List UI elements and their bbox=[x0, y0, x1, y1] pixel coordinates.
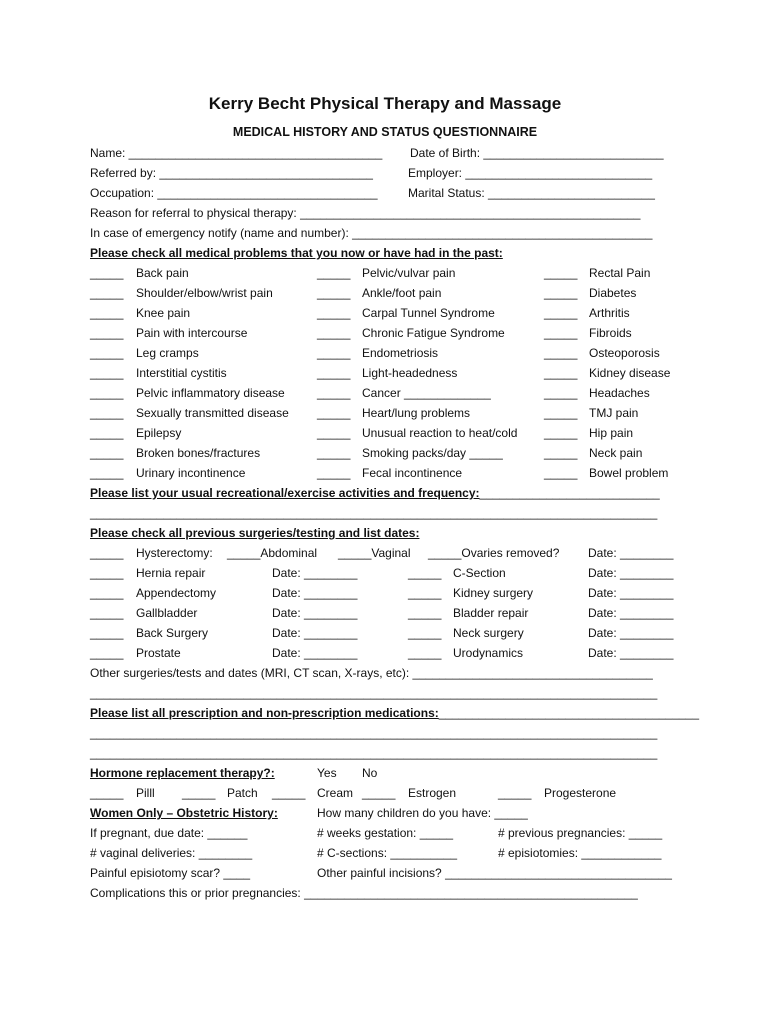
weeks-gestation-field[interactable]: # weeks gestation: _____ bbox=[317, 826, 454, 840]
problem-check[interactable]: _____ bbox=[90, 286, 124, 300]
problem-label: Fecal incontinence bbox=[362, 466, 463, 480]
problem-check[interactable]: _____ bbox=[544, 386, 578, 400]
problem-label: Epilepsy bbox=[136, 426, 182, 440]
referred-by-field[interactable]: Referred by: ________________________________ bbox=[90, 166, 373, 180]
surgery-check[interactable]: _____ bbox=[408, 586, 442, 600]
problem-label: Hip pain bbox=[589, 426, 634, 440]
hysterectomy-vaginal[interactable]: _____Vaginal bbox=[338, 546, 411, 560]
problem-label: Kidney disease bbox=[589, 366, 671, 380]
surgery-date[interactable]: Date: ________ bbox=[588, 626, 674, 640]
surgery-date[interactable]: Date: ________ bbox=[588, 566, 674, 580]
problem-label: Interstitial cystitis bbox=[136, 366, 227, 380]
surgery-label: Prostate bbox=[136, 646, 181, 660]
surgery-date[interactable]: Date: ________ bbox=[272, 586, 358, 600]
progesterone-check[interactable]: _____ bbox=[498, 786, 532, 800]
problem-check[interactable]: _____ bbox=[90, 446, 124, 460]
form-title: Kerry Becht Physical Therapy and Massage bbox=[208, 94, 562, 113]
hormone-yes[interactable]: Yes bbox=[317, 766, 337, 780]
problem-label: Leg cramps bbox=[136, 346, 199, 360]
problem-label: Bowel problem bbox=[589, 466, 669, 480]
activities-line-2[interactable]: _____________________________________________________________________________________ bbox=[90, 506, 658, 520]
problem-check[interactable]: _____ bbox=[317, 446, 351, 460]
problem-label: Endometriosis bbox=[362, 346, 439, 360]
surgery-check[interactable]: _____ bbox=[408, 646, 442, 660]
problem-label: Fibroids bbox=[589, 326, 632, 340]
problem-check[interactable]: _____ bbox=[90, 366, 124, 380]
problem-check[interactable]: _____ bbox=[317, 406, 351, 420]
surgery-date[interactable]: Date: ________ bbox=[272, 606, 358, 620]
surgery-label: Gallbladder bbox=[136, 606, 198, 620]
problem-label: Rectal Pain bbox=[589, 266, 651, 280]
hysterectomy-check[interactable]: _____ bbox=[90, 546, 124, 560]
problem-check[interactable]: _____ bbox=[317, 346, 351, 360]
problem-label: Ankle/foot pain bbox=[362, 286, 442, 300]
activities-row bbox=[90, 485, 660, 501]
problem-label: Osteoporosis bbox=[589, 346, 660, 360]
problem-label: Diabetes bbox=[589, 286, 637, 300]
surgery-check[interactable]: _____ bbox=[408, 626, 442, 640]
problem-label: Sexually transmitted disease bbox=[136, 406, 289, 420]
cream-check[interactable]: _____ bbox=[272, 786, 306, 800]
problem-label: Urinary incontinence bbox=[136, 466, 246, 480]
medications-line-2[interactable]: _____________________________________________________________________________________ bbox=[90, 726, 658, 740]
painful-incisions-field[interactable]: Other painful incisions? __________________________________ bbox=[317, 866, 672, 880]
medications-field[interactable]: _______________________________________ bbox=[438, 706, 700, 720]
form-subtitle: MEDICAL HISTORY AND STATUS QUESTIONNAIRE bbox=[232, 125, 538, 139]
problem-check[interactable]: _____ bbox=[90, 386, 124, 400]
surgery-label: Bladder repair bbox=[453, 606, 529, 620]
hysterectomy-abdominal[interactable]: _____Abdominal bbox=[227, 546, 318, 560]
vaginal-deliveries-field[interactable]: # vaginal deliveries: ________ bbox=[90, 846, 253, 860]
problem-label: Unusual reaction to heat/cold bbox=[362, 426, 518, 440]
estrogen-label: Estrogen bbox=[408, 786, 457, 800]
pill-check[interactable]: _____ bbox=[90, 786, 124, 800]
problem-check[interactable]: _____ bbox=[90, 326, 124, 340]
c-sections-field[interactable]: # C-sections: __________ bbox=[317, 846, 458, 860]
progesterone-label: Progesterone bbox=[544, 786, 617, 800]
problem-label: Pelvic inflammatory disease bbox=[136, 386, 285, 400]
problem-check[interactable]: _____ bbox=[317, 306, 351, 320]
activities-heading: Please list your usual recreational/exercise activities and frequency: bbox=[90, 486, 480, 500]
problem-check[interactable]: _____ bbox=[544, 306, 578, 320]
name-field[interactable]: Name: ______________________________________ bbox=[90, 146, 383, 160]
problem-check[interactable]: _____ bbox=[544, 266, 578, 280]
surgery-date[interactable]: Date: ________ bbox=[272, 626, 358, 640]
medications-row bbox=[90, 705, 699, 721]
surgery-check[interactable]: _____ bbox=[408, 606, 442, 620]
problem-check[interactable]: _____ bbox=[544, 466, 578, 480]
other-surgeries-line-2[interactable]: _____________________________________________________________________________________ bbox=[90, 686, 658, 700]
problem-check[interactable]: _____ bbox=[90, 426, 124, 440]
problem-check[interactable]: _____ bbox=[317, 286, 351, 300]
pill-label: Pilll bbox=[136, 786, 155, 800]
problem-check[interactable]: _____ bbox=[317, 366, 351, 380]
problem-check[interactable]: _____ bbox=[544, 286, 578, 300]
obstetric-heading: Women Only – Obstetric History: bbox=[90, 806, 278, 820]
problem-label: Arthritis bbox=[589, 306, 630, 320]
due-date-field[interactable]: If pregnant, due date: ______ bbox=[90, 826, 248, 840]
surgery-check[interactable]: _____ bbox=[408, 566, 442, 580]
surgery-check[interactable]: _____ bbox=[90, 586, 124, 600]
problems-heading: Please check all medical problems that you now or have had in the past: bbox=[90, 246, 503, 260]
problem-label: Headaches bbox=[589, 386, 650, 400]
surgery-date[interactable]: Date: ________ bbox=[588, 586, 674, 600]
patch-check[interactable]: _____ bbox=[182, 786, 216, 800]
medications-line-3[interactable]: _____________________________________________________________________________________ bbox=[90, 746, 658, 760]
surgery-date[interactable]: Date: ________ bbox=[272, 646, 358, 660]
surgery-label: Neck surgery bbox=[453, 626, 524, 640]
activities-field[interactable]: ___________________________ bbox=[479, 486, 660, 500]
problem-check[interactable]: _____ bbox=[317, 386, 351, 400]
problem-check[interactable]: _____ bbox=[90, 346, 124, 360]
surgery-check[interactable]: _____ bbox=[90, 566, 124, 580]
problem-check[interactable]: _____ bbox=[544, 326, 578, 340]
surgeries-heading: Please check all previous surgeries/testing and list dates: bbox=[90, 526, 420, 540]
problem-label: Light-headedness bbox=[362, 366, 458, 380]
problem-check[interactable]: _____ bbox=[317, 426, 351, 440]
patch-label: Patch bbox=[227, 786, 258, 800]
cream-label: Cream bbox=[317, 786, 354, 800]
surgery-date[interactable]: Date: ________ bbox=[588, 646, 674, 660]
episiotomy-scar-field[interactable]: Painful episiotomy scar? ____ bbox=[90, 866, 251, 880]
problem-label: Broken bones/fractures bbox=[136, 446, 261, 460]
problem-check[interactable]: _____ bbox=[544, 426, 578, 440]
referral-reason-field[interactable]: Reason for referral to physical therapy: ___________________________________________________ bbox=[90, 206, 641, 220]
problem-check[interactable]: _____ bbox=[544, 346, 578, 360]
surgery-label: Kidney surgery bbox=[453, 586, 534, 600]
complications-field[interactable]: Complications this or prior pregnancies: __________________________________________________ bbox=[90, 886, 638, 900]
problem-check[interactable]: _____ bbox=[90, 306, 124, 320]
problem-label: Smoking packs/day _____ bbox=[362, 446, 503, 460]
surgery-label: Back Surgery bbox=[136, 626, 209, 640]
surgery-label: Appendectomy bbox=[136, 586, 217, 600]
hysterectomy-date[interactable]: Date: ________ bbox=[588, 546, 674, 560]
episiotomies-field[interactable]: # episiotomies: ____________ bbox=[498, 846, 662, 860]
surgery-check[interactable]: _____ bbox=[90, 606, 124, 620]
problem-check[interactable]: _____ bbox=[544, 446, 578, 460]
children-field[interactable]: How many children do you have: _____ bbox=[317, 806, 528, 820]
problem-label: Shoulder/elbow/wrist pain bbox=[136, 286, 273, 300]
surgery-date[interactable]: Date: ________ bbox=[272, 566, 358, 580]
dob-field[interactable]: Date of Birth: ___________________________ bbox=[410, 146, 664, 160]
surgery-label: Urodynamics bbox=[453, 646, 524, 660]
problem-check[interactable]: _____ bbox=[317, 466, 351, 480]
problem-label: Pain with intercourse bbox=[136, 326, 248, 340]
medications-heading: Please list all prescription and non-prescription medications: bbox=[90, 706, 439, 720]
surgery-check[interactable]: _____ bbox=[90, 626, 124, 640]
problem-check[interactable]: _____ bbox=[544, 366, 578, 380]
surgery-label: Hernia repair bbox=[136, 566, 206, 580]
occupation-field[interactable]: Occupation: _________________________________ bbox=[90, 186, 378, 200]
problem-label: Chronic Fatigue Syndrome bbox=[362, 326, 505, 340]
surgery-label: C-Section bbox=[453, 566, 506, 580]
problem-label: TMJ pain bbox=[589, 406, 639, 420]
problem-label: Carpal Tunnel Syndrome bbox=[362, 306, 495, 320]
marital-status-field[interactable]: Marital Status: _________________________ bbox=[408, 186, 655, 200]
problem-check[interactable]: _____ bbox=[90, 266, 124, 280]
problem-check[interactable]: _____ bbox=[90, 406, 124, 420]
surgery-date[interactable]: Date: ________ bbox=[588, 606, 674, 620]
problem-label: Heart/lung problems bbox=[362, 406, 471, 420]
hormone-no[interactable]: No bbox=[362, 766, 378, 780]
problem-check[interactable]: _____ bbox=[317, 266, 351, 280]
problem-label: Neck pain bbox=[589, 446, 643, 460]
previous-pregnancies-field[interactable]: # previous pregnancies: _____ bbox=[498, 826, 663, 840]
problem-check[interactable]: _____ bbox=[544, 406, 578, 420]
employer-field[interactable]: Employer: ____________________________ bbox=[408, 166, 653, 180]
problem-check[interactable]: _____ bbox=[90, 466, 124, 480]
emergency-contact-field[interactable]: In case of emergency notify (name and number): _____________________________________________ bbox=[90, 226, 653, 240]
problem-label: Pelvic/vulvar pain bbox=[362, 266, 456, 280]
problem-label: Back pain bbox=[136, 266, 189, 280]
other-surgeries-field[interactable]: Other surgeries/tests and dates (MRI, CT scan, X-rays, etc): ____________________________________ bbox=[90, 666, 653, 680]
hysterectomy-label: Hysterectomy: bbox=[136, 546, 213, 560]
problem-label: Knee pain bbox=[136, 306, 191, 320]
hormone-heading: Hormone replacement therapy?: bbox=[90, 766, 275, 780]
surgery-check[interactable]: _____ bbox=[90, 646, 124, 660]
problem-check[interactable]: _____ bbox=[317, 326, 351, 340]
ovaries-removed[interactable]: _____Ovaries removed? bbox=[428, 546, 560, 560]
problem-label: Cancer _____________ bbox=[362, 386, 491, 400]
estrogen-check[interactable]: _____ bbox=[362, 786, 396, 800]
